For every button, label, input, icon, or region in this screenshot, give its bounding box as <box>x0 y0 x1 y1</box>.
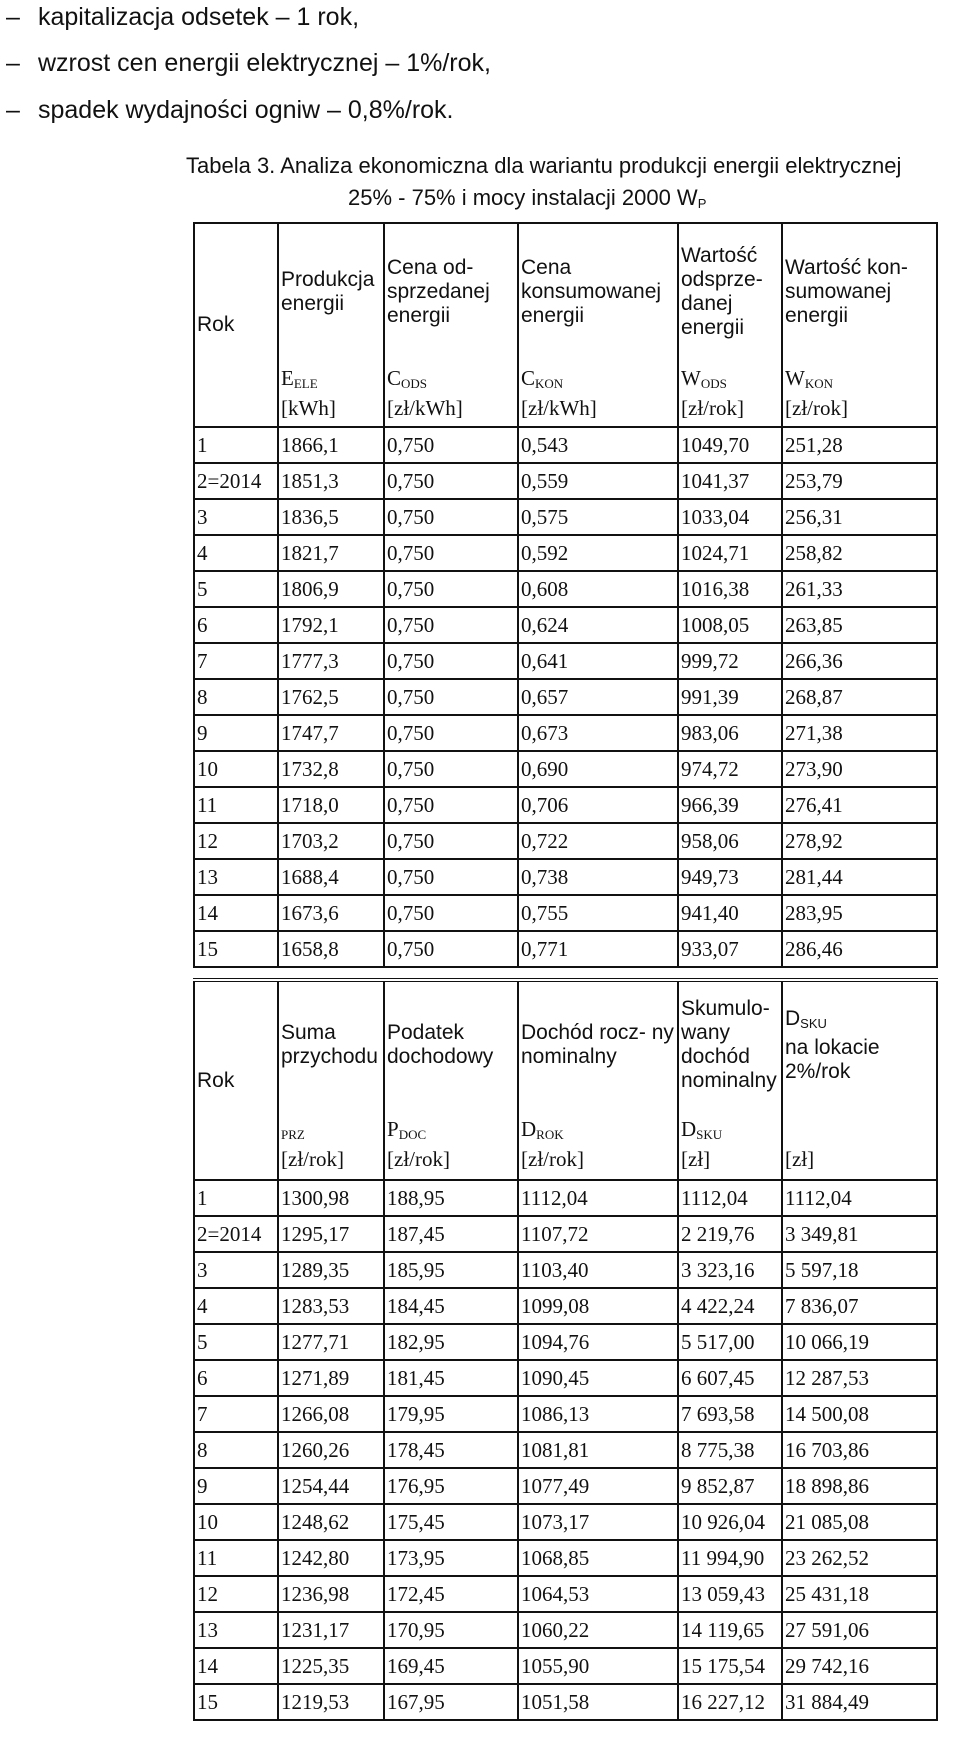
value-cell: 1836,5 <box>278 499 384 535</box>
year-cell: 7 <box>194 643 278 679</box>
header-consumed-value: Wartość kon- sumowanej energii <box>782 223 937 359</box>
year-cell: 1 <box>194 427 278 463</box>
bullet-item <box>6 48 491 78</box>
value-cell: 1099,08 <box>518 1288 678 1324</box>
value-cell: 1236,98 <box>278 1576 384 1612</box>
value-cell: 283,95 <box>782 895 937 931</box>
value-cell: 13 059,43 <box>678 1576 782 1612</box>
bullet-dash: – <box>6 96 20 124</box>
value-cell: 1094,76 <box>518 1324 678 1360</box>
value-cell: 0,608 <box>518 571 678 607</box>
value-cell: 178,45 <box>384 1432 518 1468</box>
value-cell: 173,95 <box>384 1540 518 1576</box>
value-cell: 0,750 <box>384 499 518 535</box>
unit-cell <box>278 359 384 427</box>
value-cell: 7 836,07 <box>782 1288 937 1324</box>
value-cell: 1866,1 <box>278 427 384 463</box>
value-cell: 29 742,16 <box>782 1648 937 1684</box>
value-cell: 0,706 <box>518 787 678 823</box>
value-cell: 1060,22 <box>518 1612 678 1648</box>
value-cell: 23 262,52 <box>782 1540 937 1576</box>
table-row <box>194 1504 937 1540</box>
value-cell: 0,750 <box>384 823 518 859</box>
table-row <box>194 823 937 859</box>
table-row <box>194 499 937 535</box>
unit-subscript: ODS <box>401 375 428 391</box>
value-cell: 170,95 <box>384 1612 518 1648</box>
value-cell: 258,82 <box>782 535 937 571</box>
value-cell: 4 422,24 <box>678 1288 782 1324</box>
value-cell: 10 066,19 <box>782 1324 937 1360</box>
value-cell: 0,592 <box>518 535 678 571</box>
year-cell: 5 <box>194 1324 278 1360</box>
table-row <box>194 715 937 751</box>
value-cell: 966,39 <box>678 787 782 823</box>
value-cell: 941,40 <box>678 895 782 931</box>
year-cell: 6 <box>194 607 278 643</box>
value-cell: 1041,37 <box>678 463 782 499</box>
table-row <box>194 931 937 967</box>
year-cell: 12 <box>194 823 278 859</box>
value-cell: 1747,7 <box>278 715 384 751</box>
value-cell: 0,750 <box>384 751 518 787</box>
value-cell: 176,95 <box>384 1468 518 1504</box>
value-cell: 1777,3 <box>278 643 384 679</box>
year-cell: 10 <box>194 1504 278 1540</box>
value-cell: 1289,35 <box>278 1252 384 1288</box>
value-cell: 1049,70 <box>678 427 782 463</box>
value-cell: 1081,81 <box>518 1432 678 1468</box>
value-cell: 1024,71 <box>678 535 782 571</box>
bullet-item <box>6 2 359 32</box>
unit-symbol: C <box>387 365 402 390</box>
value-cell: 251,28 <box>782 427 937 463</box>
unit-symbol: E <box>281 365 294 390</box>
value-cell: 2 219,76 <box>678 1216 782 1252</box>
year-cell: 7 <box>194 1396 278 1432</box>
caption-subscript: P <box>697 196 707 211</box>
value-cell: 1090,45 <box>518 1360 678 1396</box>
header-revenue-sum: Suma przychodu <box>278 980 384 1108</box>
table-row <box>194 1648 937 1684</box>
table-row <box>194 1180 937 1216</box>
value-cell: 276,41 <box>782 787 937 823</box>
header-sold-value: Wartość odsprze- danej energii <box>678 223 782 359</box>
caption-text: 25% - 75% i mocy instalacji 2000 W <box>348 185 698 210</box>
unit-subscript: KON <box>535 375 564 391</box>
unit-cell <box>384 359 518 427</box>
unit-subscript: PRZ <box>281 1126 305 1142</box>
value-cell: 1271,89 <box>278 1360 384 1396</box>
value-cell: 0,657 <box>518 679 678 715</box>
value-cell: 1107,72 <box>518 1216 678 1252</box>
value-cell: 0,771 <box>518 931 678 967</box>
unit-cell <box>782 359 937 427</box>
value-cell: 1718,0 <box>278 787 384 823</box>
header-production: Produkcja energii <box>278 223 384 359</box>
value-cell: 1231,17 <box>278 1612 384 1648</box>
table-row <box>194 859 937 895</box>
value-cell: 1103,40 <box>518 1252 678 1288</box>
table-row <box>194 535 937 571</box>
header-sale-price: Cena od- sprzedanej energii <box>384 223 518 359</box>
value-cell: 31 884,49 <box>782 1684 937 1720</box>
value-cell: 1051,58 <box>518 1684 678 1720</box>
value-cell: 6 607,45 <box>678 1360 782 1396</box>
value-cell: 1703,2 <box>278 823 384 859</box>
unit-symbol: C <box>521 365 536 390</box>
value-cell: 182,95 <box>384 1324 518 1360</box>
value-cell: 9 852,87 <box>678 1468 782 1504</box>
value-cell: 0,690 <box>518 751 678 787</box>
value-cell: 1008,05 <box>678 607 782 643</box>
value-cell: 7 693,58 <box>678 1396 782 1432</box>
year-cell: 13 <box>194 859 278 895</box>
value-cell: 1792,1 <box>278 607 384 643</box>
year-cell: 4 <box>194 1288 278 1324</box>
value-cell: 1821,7 <box>278 535 384 571</box>
year-cell: 9 <box>194 715 278 751</box>
table-caption-line2 <box>348 185 960 211</box>
year-cell: 15 <box>194 931 278 967</box>
unit-label: [zł/kWh] <box>387 395 463 420</box>
header-income-tax: Podatek dochodowy <box>384 980 518 1108</box>
table-row <box>194 1252 937 1288</box>
unit-label: [zł/rok] <box>785 395 848 420</box>
value-cell: 1295,17 <box>278 1216 384 1252</box>
unit-cell <box>518 1108 678 1180</box>
value-cell: 167,95 <box>384 1684 518 1720</box>
value-cell: 11 994,90 <box>678 1540 782 1576</box>
value-cell: 1277,71 <box>278 1324 384 1360</box>
value-cell: 14 500,08 <box>782 1396 937 1432</box>
table-row <box>194 1360 937 1396</box>
value-cell: 256,31 <box>782 499 937 535</box>
value-cell: 0,750 <box>384 895 518 931</box>
value-cell: 16 227,12 <box>678 1684 782 1720</box>
table-row <box>194 1576 937 1612</box>
unit-subscript: ODS <box>700 375 727 391</box>
unit-cell <box>678 1108 782 1180</box>
value-cell: 1806,9 <box>278 571 384 607</box>
year-cell: 13 <box>194 1612 278 1648</box>
year-cell: 14 <box>194 1648 278 1684</box>
year-cell: 5 <box>194 571 278 607</box>
year-cell: 2=2014 <box>194 1216 278 1252</box>
value-cell: 3 323,16 <box>678 1252 782 1288</box>
header-rok: Rok <box>194 223 278 427</box>
value-cell: 8 775,38 <box>678 1432 782 1468</box>
unit-subscript: KON <box>804 375 833 391</box>
unit-label: [zł/rok] <box>281 1146 344 1171</box>
value-cell: 184,45 <box>384 1288 518 1324</box>
value-cell: 14 119,65 <box>678 1612 782 1648</box>
bullet-dash: – <box>6 49 20 77</box>
year-cell: 15 <box>194 1684 278 1720</box>
table-row <box>194 1540 937 1576</box>
value-cell: 25 431,18 <box>782 1576 937 1612</box>
value-cell: 5 517,00 <box>678 1324 782 1360</box>
value-cell: 1086,13 <box>518 1396 678 1432</box>
value-cell: 1112,04 <box>518 1180 678 1216</box>
table-row <box>194 463 937 499</box>
value-cell: 1283,53 <box>278 1288 384 1324</box>
value-cell: 281,44 <box>782 859 937 895</box>
table-row <box>194 679 937 715</box>
unit-label: [zł/rok] <box>681 395 744 420</box>
value-cell: 1073,17 <box>518 1504 678 1540</box>
value-cell: 949,73 <box>678 859 782 895</box>
unit-label: [zł] <box>681 1146 711 1171</box>
year-cell: 8 <box>194 679 278 715</box>
year-cell: 9 <box>194 1468 278 1504</box>
year-cell: 6 <box>194 1360 278 1396</box>
unit-symbol: P <box>387 1116 399 1141</box>
unit-symbol: W <box>681 365 701 390</box>
table-row <box>194 1684 937 1720</box>
value-cell: 0,575 <box>518 499 678 535</box>
table-row <box>194 1396 937 1432</box>
value-cell: 0,750 <box>384 535 518 571</box>
value-cell: 1225,35 <box>278 1648 384 1684</box>
value-cell: 1658,8 <box>278 931 384 967</box>
unit-cell <box>678 359 782 427</box>
year-cell: 2=2014 <box>194 463 278 499</box>
value-cell: 175,45 <box>384 1504 518 1540</box>
value-cell: 278,92 <box>782 823 937 859</box>
value-cell: 1068,85 <box>518 1540 678 1576</box>
value-cell: 1851,3 <box>278 463 384 499</box>
value-cell: 0,750 <box>384 859 518 895</box>
header-cumulative-income: Skumulo- wany dochód nominalny <box>678 980 782 1108</box>
header-deposit-symbol: D <box>785 1006 801 1030</box>
value-cell: 271,38 <box>782 715 937 751</box>
value-cell: 18 898,86 <box>782 1468 937 1504</box>
value-cell: 1242,80 <box>278 1540 384 1576</box>
header-deposit-income <box>782 980 937 1108</box>
value-cell: 0,543 <box>518 427 678 463</box>
value-cell: 999,72 <box>678 643 782 679</box>
value-cell: 0,738 <box>518 859 678 895</box>
bullet-item <box>6 95 454 125</box>
value-cell: 0,750 <box>384 931 518 967</box>
value-cell: 0,750 <box>384 607 518 643</box>
value-cell: 1260,26 <box>278 1432 384 1468</box>
value-cell: 983,06 <box>678 715 782 751</box>
unit-cell <box>518 359 678 427</box>
value-cell: 0,750 <box>384 571 518 607</box>
table-row <box>194 571 937 607</box>
value-cell: 5 597,18 <box>782 1252 937 1288</box>
unit-subscript: DOC <box>398 1126 427 1142</box>
year-cell: 1 <box>194 1180 278 1216</box>
value-cell: 974,72 <box>678 751 782 787</box>
year-cell: 8 <box>194 1432 278 1468</box>
value-cell: 0,673 <box>518 715 678 751</box>
header-rok: Rok <box>194 980 278 1180</box>
value-cell: 1266,08 <box>278 1396 384 1432</box>
bullet-dash: – <box>6 3 20 31</box>
year-cell: 3 <box>194 1252 278 1288</box>
unit-label: [kWh] <box>281 395 336 420</box>
table-row <box>194 1216 937 1252</box>
header-consumed-price: Cena konsumowanej energii <box>518 223 678 359</box>
value-cell: 12 287,53 <box>782 1360 937 1396</box>
value-cell: 188,95 <box>384 1180 518 1216</box>
value-cell: 1033,04 <box>678 499 782 535</box>
year-cell: 3 <box>194 499 278 535</box>
value-cell: 261,33 <box>782 571 937 607</box>
table-row <box>194 895 937 931</box>
unit-symbol: D <box>521 1116 537 1141</box>
value-cell: 1762,5 <box>278 679 384 715</box>
value-cell: 286,46 <box>782 931 937 967</box>
value-cell: 1248,62 <box>278 1504 384 1540</box>
table-row <box>194 643 937 679</box>
value-cell: 958,06 <box>678 823 782 859</box>
value-cell: 0,722 <box>518 823 678 859</box>
value-cell: 0,624 <box>518 607 678 643</box>
table-row <box>194 1432 937 1468</box>
unit-label: [zł/rok] <box>521 1146 584 1171</box>
value-cell: 263,85 <box>782 607 937 643</box>
value-cell: 185,95 <box>384 1252 518 1288</box>
value-cell: 933,07 <box>678 931 782 967</box>
value-cell: 27 591,06 <box>782 1612 937 1648</box>
table-row <box>194 607 937 643</box>
value-cell: 268,87 <box>782 679 937 715</box>
value-cell: 0,750 <box>384 679 518 715</box>
value-cell: 1112,04 <box>782 1180 937 1216</box>
value-cell: 0,750 <box>384 463 518 499</box>
value-cell: 15 175,54 <box>678 1648 782 1684</box>
unit-cell <box>782 1108 937 1180</box>
value-cell: 1254,44 <box>278 1468 384 1504</box>
unit-label: [zł] <box>785 1146 815 1171</box>
value-cell: 266,36 <box>782 643 937 679</box>
table-row <box>194 751 937 787</box>
table-row <box>194 787 937 823</box>
year-cell: 11 <box>194 1540 278 1576</box>
value-cell: 1219,53 <box>278 1684 384 1720</box>
value-cell: 179,95 <box>384 1396 518 1432</box>
unit-symbol: D <box>681 1116 697 1141</box>
table-row <box>194 1324 937 1360</box>
table-row <box>194 1612 937 1648</box>
year-cell: 11 <box>194 787 278 823</box>
unit-subscript: SKU <box>696 1126 723 1142</box>
unit-label: [zł/kWh] <box>521 395 597 420</box>
table-row <box>194 427 937 463</box>
value-cell: 21 085,08 <box>782 1504 937 1540</box>
header-deposit-subscript: SKU <box>800 1015 827 1031</box>
unit-symbol: W <box>785 365 805 390</box>
unit-cell <box>384 1108 518 1180</box>
value-cell: 273,90 <box>782 751 937 787</box>
bullet-text: spadek wydajności ogniw – 0,8%/rok. <box>38 96 454 124</box>
year-cell: 4 <box>194 535 278 571</box>
value-cell: 0,559 <box>518 463 678 499</box>
table-row <box>194 1288 937 1324</box>
value-cell: 253,79 <box>782 463 937 499</box>
unit-cell <box>278 1108 384 1180</box>
year-cell: 12 <box>194 1576 278 1612</box>
year-cell: 10 <box>194 751 278 787</box>
value-cell: 1016,38 <box>678 571 782 607</box>
year-cell: 14 <box>194 895 278 931</box>
value-cell: 1112,04 <box>678 1180 782 1216</box>
value-cell: 1077,49 <box>518 1468 678 1504</box>
value-cell: 0,750 <box>384 787 518 823</box>
value-cell: 187,45 <box>384 1216 518 1252</box>
value-cell: 0,641 <box>518 643 678 679</box>
value-cell: 0,750 <box>384 715 518 751</box>
value-cell: 1064,53 <box>518 1576 678 1612</box>
value-cell: 0,750 <box>384 427 518 463</box>
energy-table <box>193 222 938 968</box>
value-cell: 1732,8 <box>278 751 384 787</box>
value-cell: 10 926,04 <box>678 1504 782 1540</box>
value-cell: 169,45 <box>384 1648 518 1684</box>
value-cell: 172,45 <box>384 1576 518 1612</box>
income-table <box>193 978 938 1721</box>
unit-subscript: ELE <box>293 375 318 391</box>
unit-label: [zł/rok] <box>387 1146 450 1171</box>
value-cell: 16 703,86 <box>782 1432 937 1468</box>
bullet-text: wzrost cen energii elektrycznej – 1%/rok, <box>38 49 491 77</box>
header-annual-income: Dochód rocz- ny nominalny <box>518 980 678 1108</box>
header-deposit-rest: na lokacie 2%/rok <box>785 1035 880 1083</box>
value-cell: 1688,4 <box>278 859 384 895</box>
value-cell: 3 349,81 <box>782 1216 937 1252</box>
value-cell: 181,45 <box>384 1360 518 1396</box>
table-caption: Tabela 3. Analiza ekonomiczna dla wariantu produkcji energii elektrycznej <box>186 153 902 178</box>
bullet-text: kapitalizacja odsetek – 1 rok, <box>38 3 360 31</box>
value-cell: 0,755 <box>518 895 678 931</box>
table-row <box>194 1468 937 1504</box>
value-cell: 1055,90 <box>518 1648 678 1684</box>
value-cell: 1300,98 <box>278 1180 384 1216</box>
value-cell: 1673,6 <box>278 895 384 931</box>
value-cell: 0,750 <box>384 643 518 679</box>
value-cell: 991,39 <box>678 679 782 715</box>
unit-subscript: ROK <box>536 1126 564 1142</box>
